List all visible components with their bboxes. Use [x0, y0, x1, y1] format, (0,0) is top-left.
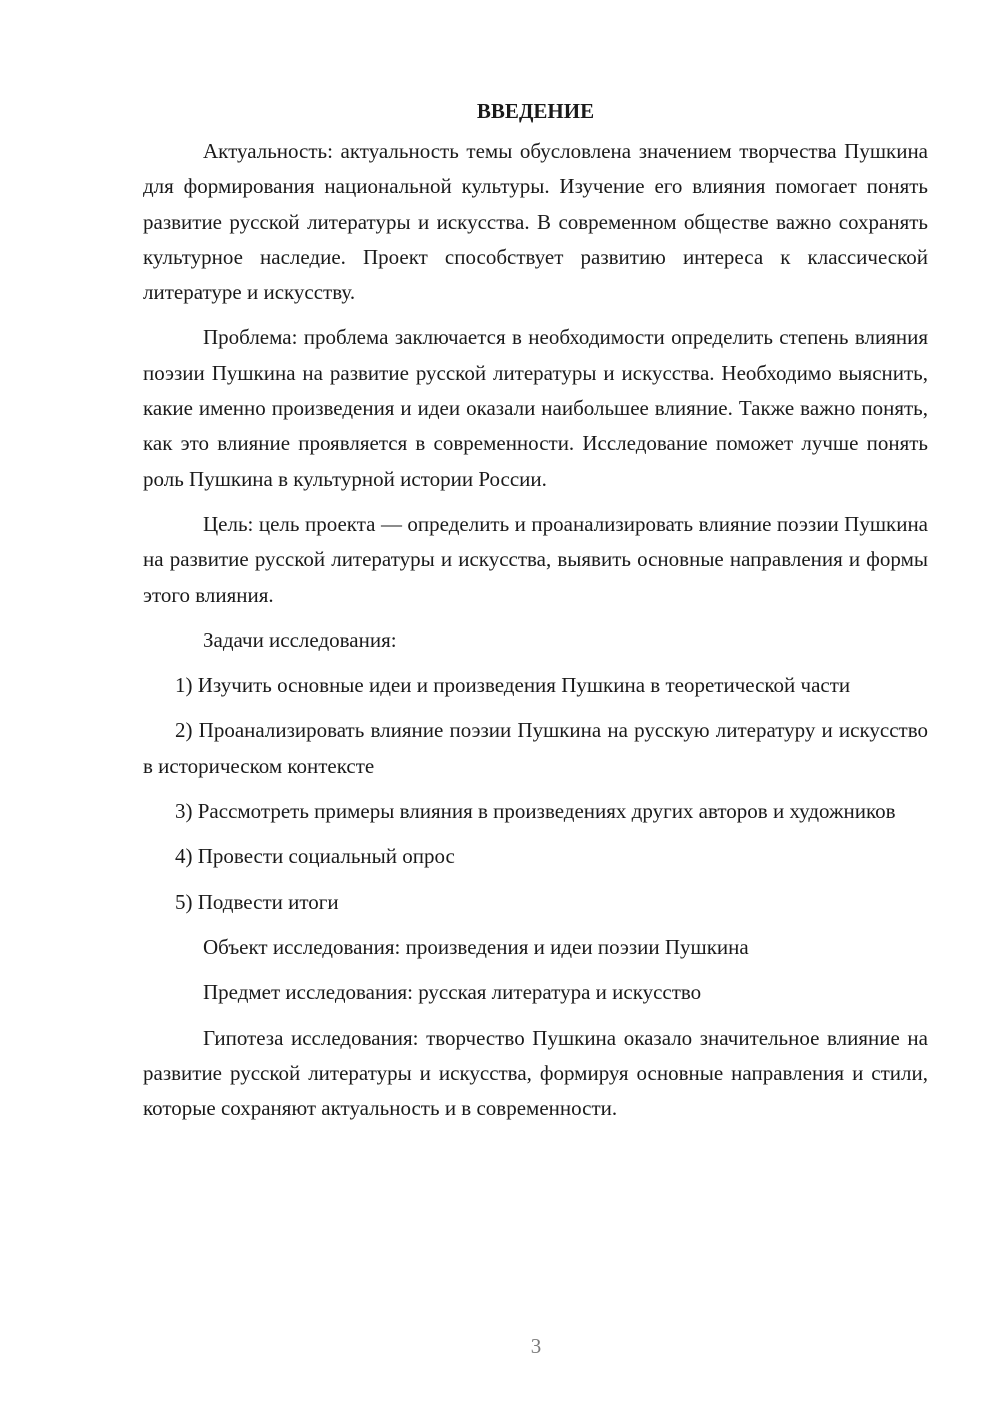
page-number: 3: [530, 1334, 542, 1358]
task-item: 2) Проанализировать влияние поэзии Пушкина на русскую литературу и искусство в историческом контексте: [143, 718, 928, 778]
goal-paragraph: Цель: цель проекта — определить и проанализировать влияние поэзии Пушкина на развитие русской литературы и искусства, выявить основные направления и формы этого влияния.: [143, 511, 928, 607]
task-item: 3) Рассмотреть примеры влияния в произведениях других авторов и художников: [175, 799, 896, 824]
task-item: 5) Подвести итоги: [175, 889, 339, 914]
task-item: 1) Изучить основные идеи и произведения Пушкина в теоретической части: [175, 673, 851, 698]
tasks-heading: Задачи исследования:: [203, 627, 397, 652]
page-content: [143, 98, 928, 1136]
relevance-paragraph: Актуальность: актуальность темы обусловлена значением творчества Пушкина для формирования национальной культуры. Изучение его влияния помогает понять развитие русской литературы и искусства. В современном обществе важно сохранять культурное наследие. Проект способствует развитию интереса к классической литературе и искусству.: [143, 139, 928, 305]
research-object: Объект исследования: произведения и идеи поэзии Пушкина: [203, 934, 749, 959]
task-item: 4) Провести социальный опрос: [175, 844, 455, 869]
research-hypothesis: Гипотеза исследования: творчество Пушкина оказало значительное влияние на развитие русской литературы и искусства, формируя основные направления и стили, которые сохраняют актуальность и в современности.: [143, 1025, 928, 1121]
problem-paragraph: Проблема: проблема заключается в необходимости определить степень влияния поэзии Пушкина на развитие русской литературы и искусства. Необходимо выяснить, какие именно произведения и идеи оказали наибольшее влияние. Также важно понять, как это влияние проявляется в современности. Исследование поможет лучше понять роль Пушкина в культурной истории России.: [143, 325, 928, 491]
page-title: ВВЕДЕНИЕ: [476, 99, 595, 123]
research-subject: Предмет исследования: русская литература и искусство: [203, 980, 702, 1005]
